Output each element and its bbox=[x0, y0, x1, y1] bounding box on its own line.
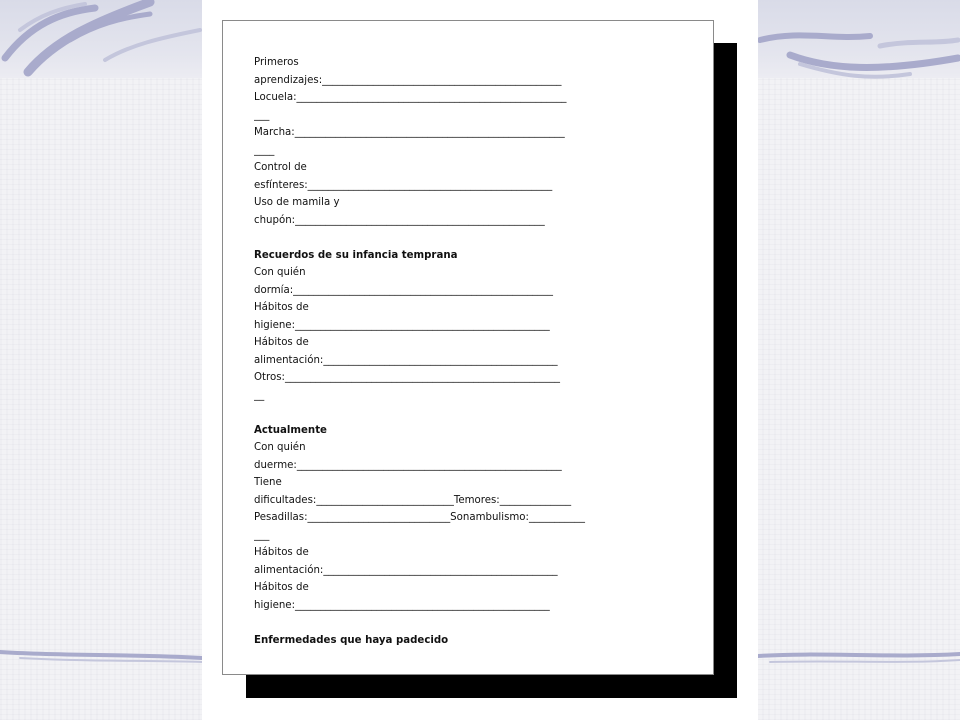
form-line: Locuela:_____________________________________________________ bbox=[254, 92, 567, 103]
form-line: Con quién bbox=[254, 442, 306, 453]
form-line: Con quién bbox=[254, 267, 306, 278]
form-line: ____ bbox=[254, 144, 275, 156]
form-line: Hábitos de bbox=[254, 337, 309, 348]
form-line: Uso de mamila y bbox=[254, 197, 340, 208]
form-line: alimentación:______________________________________________ bbox=[254, 564, 558, 576]
spacer bbox=[254, 229, 694, 247]
form-line: ___ bbox=[254, 109, 270, 121]
form-line: dificultades:___________________________Temores:______________ bbox=[254, 494, 572, 506]
form-line: duerme:____________________________________________________ bbox=[254, 459, 562, 471]
form-line: Hábitos de bbox=[254, 582, 309, 593]
form-line: Marcha:_____________________________________________________ bbox=[254, 127, 565, 138]
swoosh-top-right bbox=[760, 35, 958, 76]
form-line: Control de bbox=[254, 162, 307, 173]
form-content bbox=[254, 54, 694, 649]
section-heading: Recuerdos de su infancia temprana bbox=[254, 249, 458, 261]
form-line: __ bbox=[254, 389, 265, 401]
form-line: Hábitos de bbox=[254, 547, 309, 558]
section-heading: Actualmente bbox=[254, 424, 327, 436]
form-line: higiene:__________________________________________________ bbox=[254, 319, 550, 331]
form-line: alimentación:______________________________________________ bbox=[254, 354, 558, 366]
form-line: esfínteres:________________________________________________ bbox=[254, 179, 553, 191]
form-line: higiene:__________________________________________________ bbox=[254, 599, 550, 611]
spacer bbox=[254, 404, 694, 422]
form-line: aprendizajes:_______________________________________________ bbox=[254, 74, 562, 86]
form-line: ___ bbox=[254, 529, 270, 541]
form-line: Otros:______________________________________________________ bbox=[254, 372, 561, 383]
section-heading: Enfermedades que haya padecido bbox=[254, 634, 449, 646]
form-line: Tiene bbox=[254, 477, 282, 488]
form-line: Hábitos de bbox=[254, 302, 309, 313]
form-line: Pesadillas:____________________________Sonambulismo:___________ bbox=[254, 512, 585, 523]
spacer bbox=[254, 614, 694, 632]
form-line: Primeros bbox=[254, 57, 299, 68]
form-line: dormía:___________________________________________________ bbox=[254, 284, 553, 296]
document-page bbox=[222, 20, 714, 675]
form-line: chupón:_________________________________________________ bbox=[254, 214, 545, 226]
swoosh-top-left bbox=[5, 2, 200, 72]
